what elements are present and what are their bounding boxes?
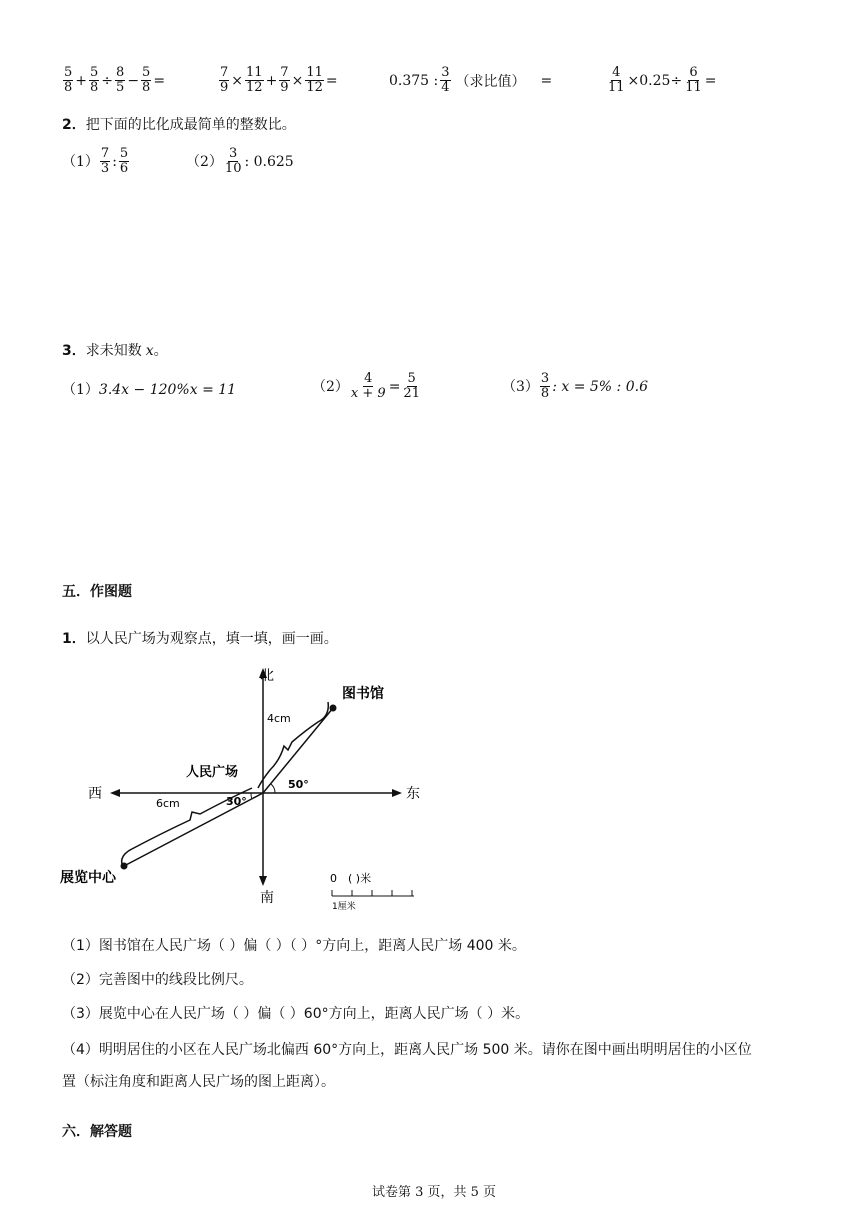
- subquestion-3: （3）展览中心在人民广场（ ）偏（ ）60°方向上，距离人民广场（ ）米。: [62, 1006, 530, 1022]
- south-arrow-icon: [259, 876, 267, 886]
- calc-expression-1: $\frac{5}{8}$ + $\frac{5}{8}$ ÷ $\frac{8}{5}$ − $\frac{5}{8}$ =: [64, 65, 166, 95]
- library-distance-label: 4cm: [267, 712, 291, 725]
- exhibition-angle-arc: [251, 793, 252, 799]
- west-arrow-icon: [110, 789, 120, 797]
- question-2-title: 2．把下面的比化成最简单的整数比。: [62, 117, 296, 133]
- section-5-heading: 五．作图题: [62, 584, 132, 600]
- exhibition-point: [121, 863, 128, 870]
- library-point: [330, 705, 337, 712]
- section-5-question-1: 1．以人民广场为观察点，填一填，画一画。: [62, 631, 338, 647]
- east-arrow-icon: [392, 789, 402, 797]
- question-3-title: 3．求未知数 x。: [62, 343, 168, 359]
- question-3-part-1: （1） 3.4x − 120%x = 11: [62, 382, 237, 398]
- question-2-part-1: （1） $\frac{7}{3}$ : $\frac{5}{6}$: [62, 146, 129, 176]
- direction-map: [60, 660, 440, 912]
- library-angle-arc: [271, 784, 275, 793]
- section-6-heading: 六．解答题: [62, 1124, 132, 1140]
- north-label: 北: [260, 668, 274, 684]
- subquestion-2: （2）完善图中的线段比例尺。: [62, 972, 253, 988]
- exhibition-angle-label: 30°: [226, 795, 247, 808]
- calc-expression-2: $\frac{7}{9}$ × $\frac{11}{12}$ + $\frac{7}{9}$ × $\frac{11}{12}$ =: [220, 65, 338, 95]
- page-footer: 试卷第 3 页，共 5 页: [371, 1185, 497, 1200]
- scale-unit-label: 1厘米: [332, 902, 356, 912]
- west-label: 西: [88, 786, 102, 802]
- subquestion-4-line-2: 置（标注角度和距离人民广场的图上距离）。: [62, 1074, 335, 1090]
- library-angle-label: 50°: [288, 778, 309, 791]
- plaza-label: 人民广场: [186, 765, 239, 780]
- scale-zero-label: 0: [330, 872, 337, 885]
- subquestion-1: （1）图书馆在人民广场（ ）偏（ ）（ ）°方向上，距离人民广场 400 米。: [62, 938, 526, 954]
- south-label: 南: [260, 890, 274, 906]
- question-2-part-2: （2） $\frac{3}{10}$ : 0.625: [186, 146, 294, 176]
- exhibition-distance-label: 6cm: [156, 797, 180, 810]
- scale-blank-label: ( )米: [348, 872, 372, 885]
- calc-expression-4: $\frac{4}{11}$ ×0.25÷ $\frac{6}{11}$ =: [608, 65, 717, 95]
- question-3-part-3: （3） $\frac{3}{8}$ : x = 5% : 0.6: [502, 371, 648, 401]
- east-label: 东: [406, 786, 420, 802]
- question-3-part-2: （2） $\frac{4}{x + 9}$ = $\frac{5}{21}$: [312, 371, 420, 401]
- exhibition-label: 展览中心: [60, 870, 116, 886]
- subquestion-4-line-1: （4）明明居住的小区在人民广场北偏西 60°方向上，距离人民广场 500 米。请你在图中画出明明居住的小区位: [62, 1042, 752, 1058]
- library-label: 图书馆: [342, 686, 384, 702]
- calc-expression-3: 0.375 : $\frac{3}{4}$ （求比值） =: [389, 65, 553, 95]
